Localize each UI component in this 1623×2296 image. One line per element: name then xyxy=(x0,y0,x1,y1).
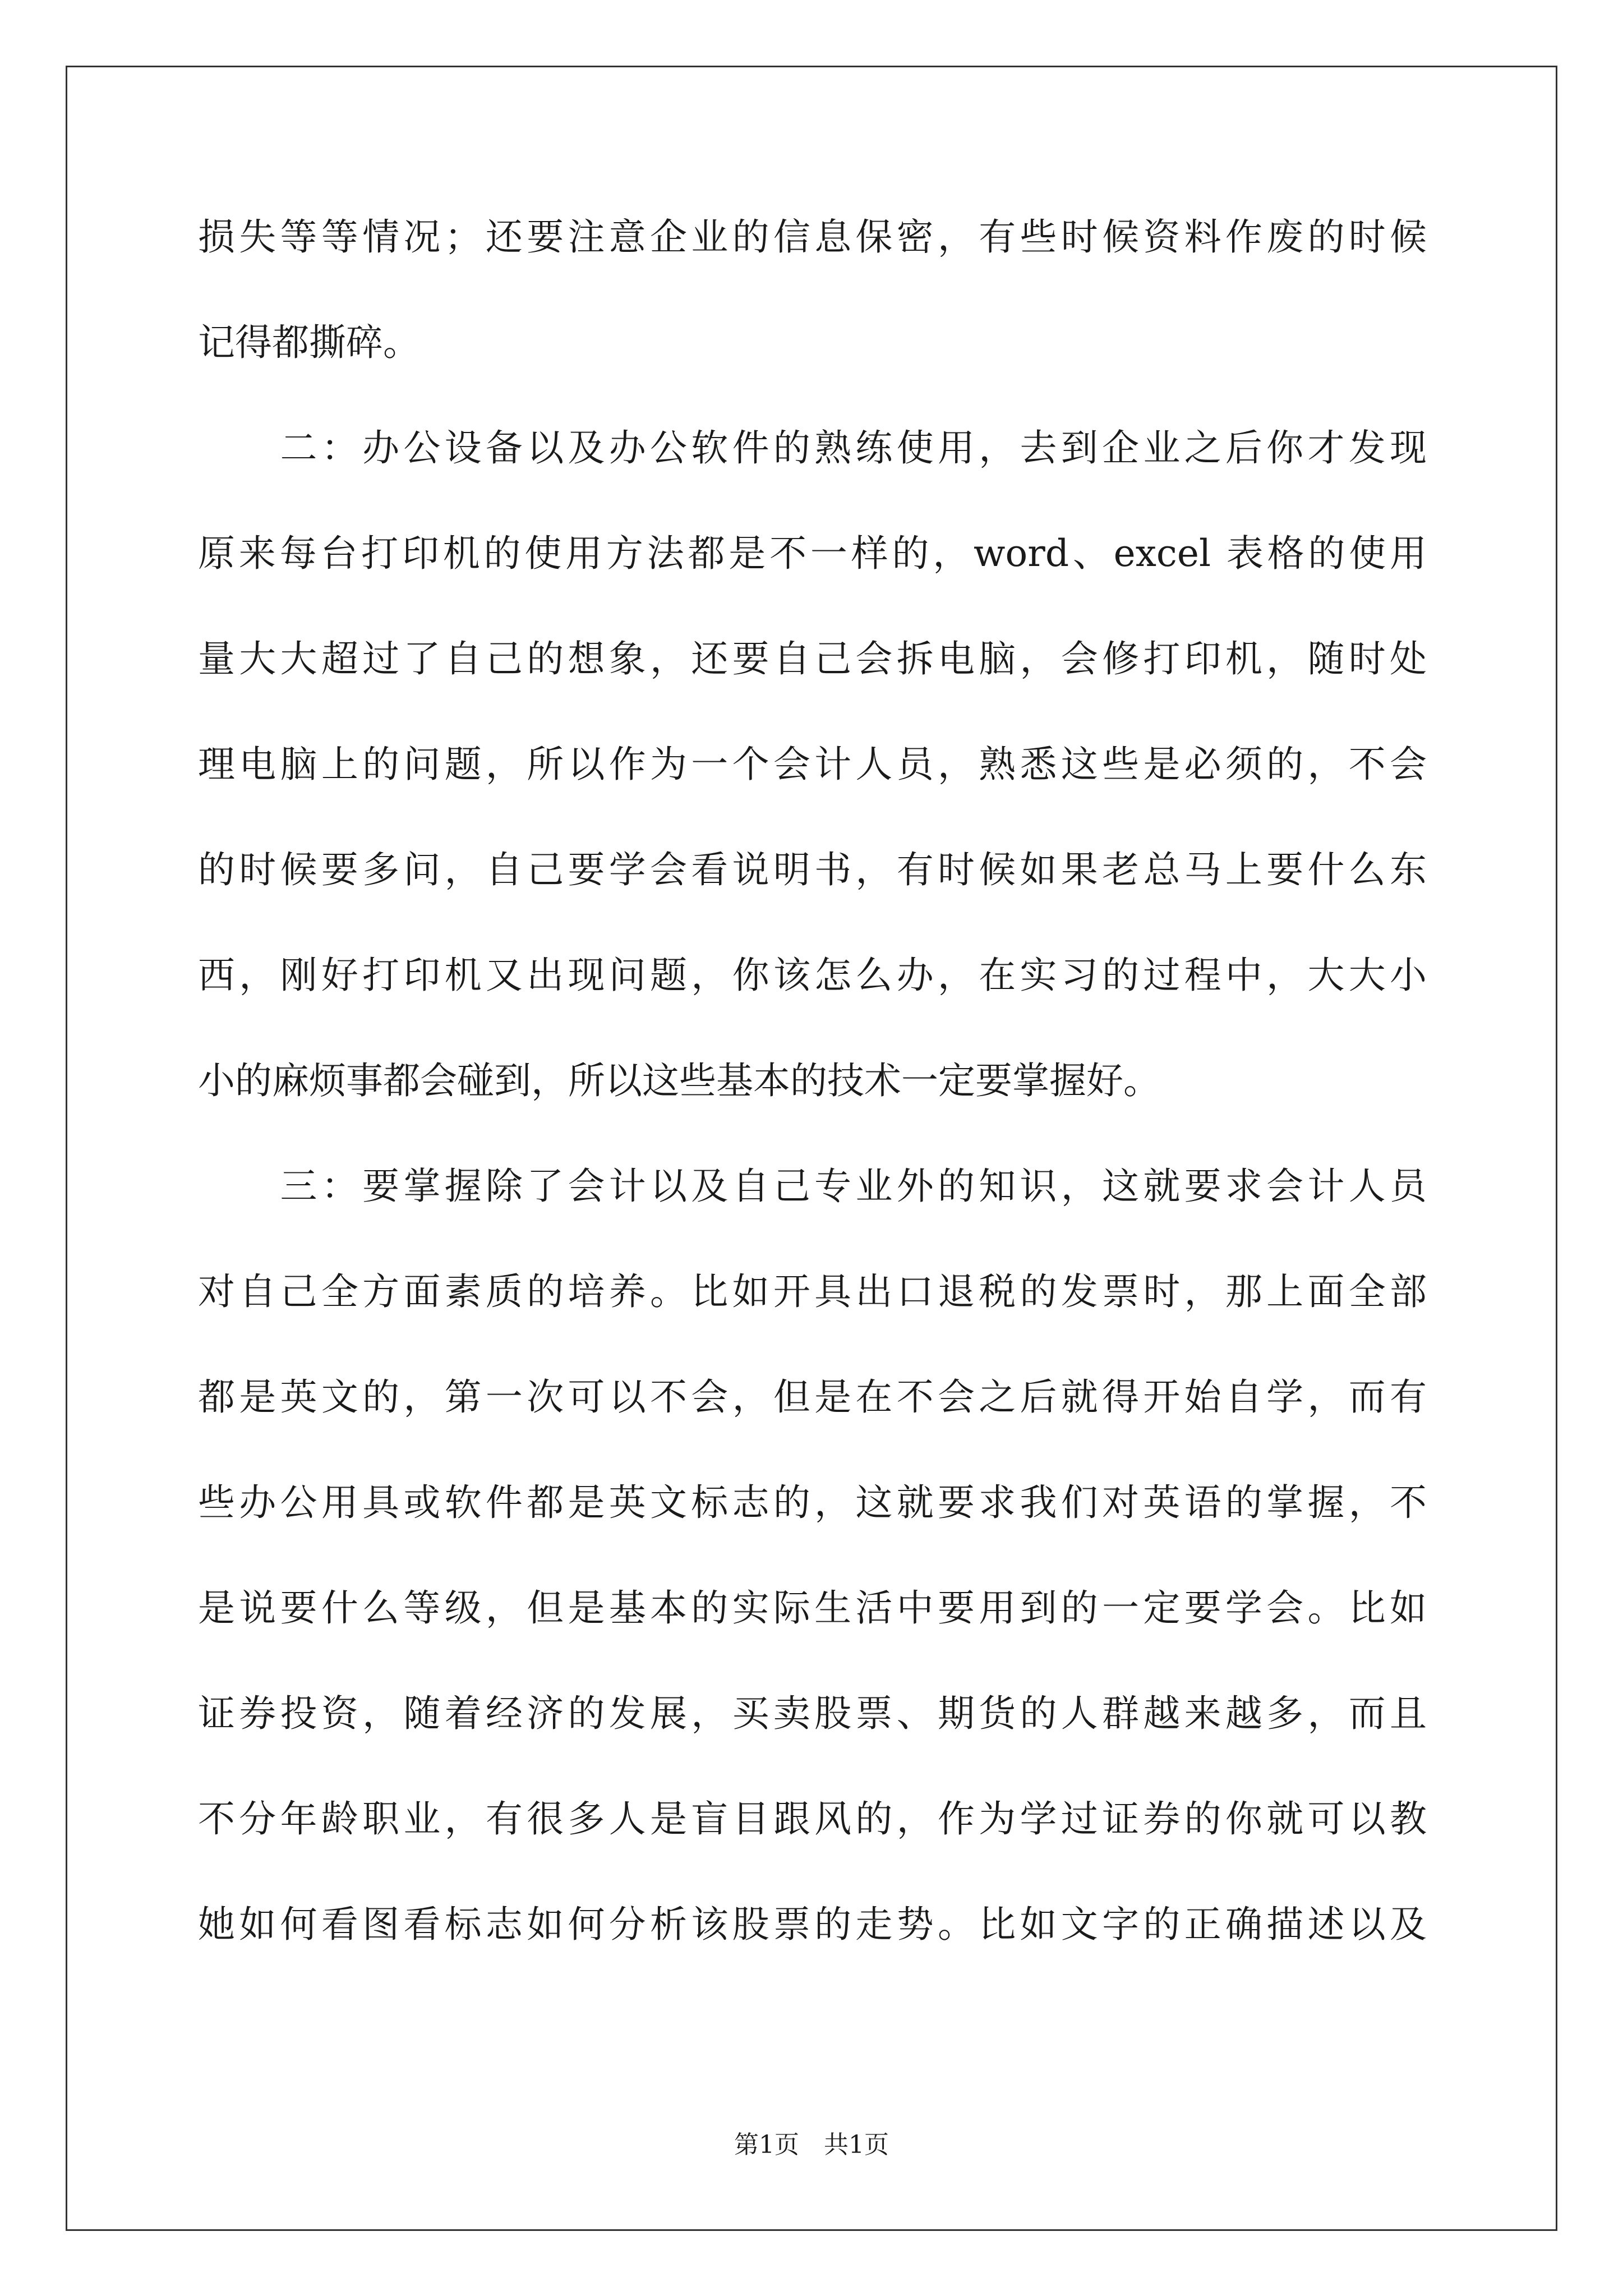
text-line: 是说要什么等级，但是基本的实际生活中要用到的一定要学会。比如 xyxy=(198,1586,1427,1630)
text-line: 三：要掌握除了会计以及自己专业外的知识，这就要求会计人员 xyxy=(198,1165,1427,1208)
text-line: 她如何看图看标志如何分析该股票的走势。比如文字的正确描述以及 xyxy=(198,1903,1427,1946)
text-line: 小的麻烦事都会碰到，所以这些基本的技术一定要掌握好。 xyxy=(198,1059,1160,1102)
text-line: 对自己全方面素质的培养。比如开具出口退税的发票时，那上面全部 xyxy=(198,1270,1427,1313)
text-line: 量大大超过了自己的想象，还要自己会拆电脑，会修打印机，随时处 xyxy=(198,637,1427,680)
text-line: 些办公用具或软件都是英文标志的，这就要求我们对英语的掌握，不 xyxy=(198,1481,1427,1524)
text-line: 西，刚好打印机又出现问题，你该怎么办，在实习的过程中，大大小 xyxy=(198,954,1427,997)
text-line: 理电脑上的问题，所以作为一个会计人员，熟悉这些是必须的，不会 xyxy=(198,743,1427,786)
text-line: 都是英文的，第一次可以不会，但是在不会之后就得开始自学，而有 xyxy=(198,1375,1427,1419)
text-line: 不分年龄职业，有很多人是盲目跟风的，作为学过证券的你就可以教 xyxy=(198,1797,1427,1841)
document-body xyxy=(198,215,1427,2012)
page-footer: 第1页 共1页 xyxy=(734,2131,889,2159)
text-line: 的时候要多问，自己要学会看说明书，有时候如果老总马上要什么东 xyxy=(198,848,1427,891)
text-line: 二：办公设备以及办公软件的熟练使用，去到企业之后你才发现 xyxy=(198,426,1427,470)
text-line: 记得都撕碎。 xyxy=(198,321,420,364)
text-line: 原来每台打印机的使用方法都是不一样的，word、excel 表格的使用 xyxy=(198,532,1427,575)
text-line: 损失等等情况；还要注意企业的信息保密，有些时候资料作废的时候 xyxy=(198,215,1427,259)
text-line: 证券投资，随着经济的发展，买卖股票、期货的人群越来越多，而且 xyxy=(198,1692,1427,1735)
